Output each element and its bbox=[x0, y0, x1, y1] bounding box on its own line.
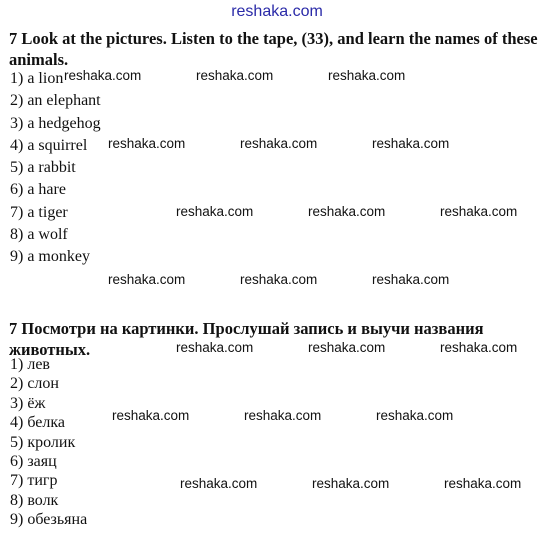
site-header-link[interactable]: reshaka.com bbox=[231, 3, 323, 20]
watermark: reshaka.com bbox=[440, 340, 518, 355]
list-item: 8) a wolf bbox=[10, 226, 68, 244]
list-item: 7) тигр bbox=[10, 472, 58, 490]
list-item: 7) a tiger bbox=[10, 203, 68, 221]
animal-list-english bbox=[10, 68, 101, 269]
watermark: reshaka.com bbox=[196, 68, 274, 83]
watermark: reshaka.com bbox=[108, 136, 186, 151]
list-item: 2) an elephant bbox=[10, 92, 101, 110]
watermark: reshaka.com bbox=[372, 272, 450, 287]
list-item: 1) лев bbox=[10, 356, 50, 373]
watermark: reshaka.com bbox=[180, 476, 258, 491]
list-item: 9) a monkey bbox=[10, 248, 90, 266]
watermark: reshaka.com bbox=[440, 204, 518, 219]
list-item: 8) волк bbox=[10, 491, 59, 509]
list-item: 5) кролик bbox=[10, 433, 76, 451]
watermark: reshaka.com bbox=[176, 204, 254, 219]
watermark: reshaka.com bbox=[308, 204, 386, 219]
list-item: 9) обезьяна bbox=[10, 511, 88, 529]
list-item: 4) белка bbox=[10, 414, 65, 432]
watermark: reshaka.com bbox=[328, 68, 406, 83]
watermark: reshaka.com bbox=[376, 408, 454, 423]
watermark: reshaka.com bbox=[240, 136, 318, 151]
list-item: 3) a hedgehog bbox=[10, 114, 101, 132]
task-title-russian: 7 Посмотри на картинки. Прослушай запись и выучи названия животных. bbox=[9, 319, 484, 359]
watermark: reshaka.com bbox=[372, 136, 450, 151]
list-item: 2) слон bbox=[10, 375, 59, 393]
watermark: reshaka.com bbox=[244, 408, 322, 423]
watermark: reshaka.com bbox=[108, 272, 186, 287]
animal-list-russian bbox=[10, 355, 87, 530]
list-item: 6) заяц bbox=[10, 452, 57, 470]
watermark: reshaka.com bbox=[176, 340, 254, 355]
list-item: 4) a squirrel bbox=[10, 136, 88, 154]
watermark: reshaka.com bbox=[444, 476, 522, 491]
list-item: 5) a rabbit bbox=[10, 159, 76, 177]
list-item: 1) a lion bbox=[10, 70, 64, 87]
task-title-english: 7 Look at the pictures. Listen to the tape, (33), and learn the names of these animals. bbox=[9, 29, 538, 69]
watermark: reshaka.com bbox=[312, 476, 390, 491]
watermark: reshaka.com bbox=[240, 272, 318, 287]
list-item: 3) ёж bbox=[10, 394, 46, 412]
watermark: reshaka.com bbox=[112, 408, 190, 423]
watermark: reshaka.com bbox=[308, 340, 386, 355]
watermark: reshaka.com bbox=[64, 68, 142, 83]
list-item: 6) a hare bbox=[10, 181, 66, 199]
